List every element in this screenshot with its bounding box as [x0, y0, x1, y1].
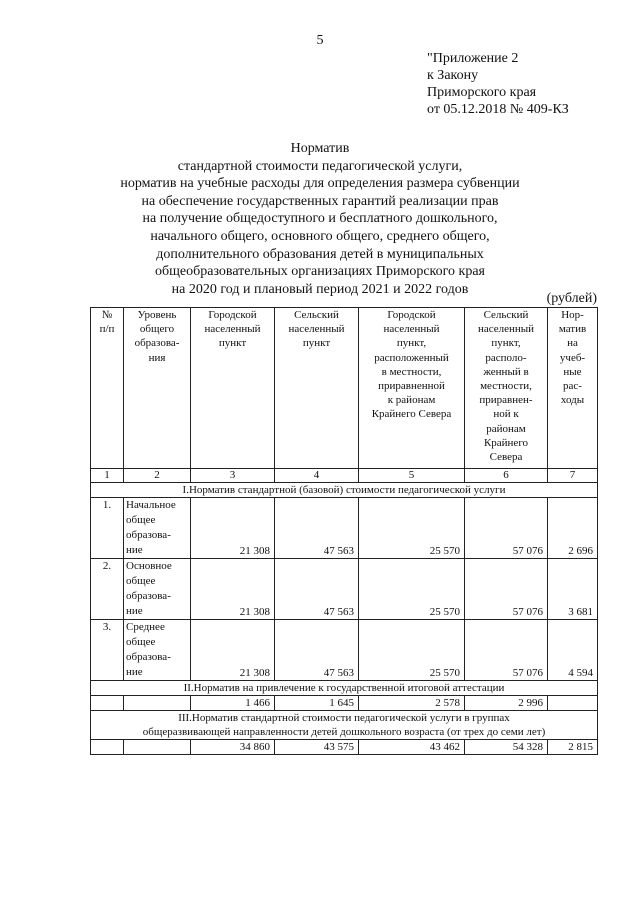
cell-line: населенный — [204, 323, 261, 336]
value-study-costs: 4 594 — [548, 620, 598, 681]
education-level — [124, 620, 191, 681]
education-level — [124, 559, 191, 620]
cell-line: пункт, — [491, 337, 521, 350]
cell-line: образова- — [134, 337, 180, 350]
column-number: 7 — [548, 469, 598, 483]
cell-line: Среднее — [126, 621, 165, 633]
value-rural: 43 575 — [275, 740, 359, 755]
value-urban-north: 43 462 — [359, 740, 465, 755]
cell-line: общего — [139, 323, 175, 336]
column-number: 1 — [91, 469, 124, 483]
value-study-costs: 3 681 — [548, 559, 598, 620]
cell-line: ходы — [560, 394, 585, 407]
unit-label: (рублей) — [546, 291, 597, 306]
column-number: 4 — [275, 469, 359, 483]
header-education-level — [124, 308, 191, 469]
empty-cell — [548, 696, 598, 711]
table-row — [91, 620, 598, 681]
cell-line: пункт — [302, 337, 331, 350]
cell-line: Сельский — [483, 309, 529, 321]
column-numbers-row — [91, 469, 598, 483]
education-level — [124, 498, 191, 559]
cell-line: пункт — [218, 337, 247, 350]
cell-line: населенный — [288, 323, 345, 336]
value-rural: 1 645 — [275, 696, 359, 711]
value-urban: 21 308 — [191, 498, 275, 559]
cell-line: районам — [486, 422, 526, 435]
cell-line: в местности, — [381, 365, 442, 378]
cell-line: Крайнего — [483, 436, 529, 449]
value-urban: 21 308 — [191, 620, 275, 681]
title-line: начального общего, основного общего, среднего общего, — [150, 228, 490, 244]
normative-table — [90, 307, 598, 755]
value-rural: 47 563 — [275, 559, 359, 620]
cell-line: Севера — [489, 451, 523, 464]
appendix-header — [427, 50, 569, 118]
cell-line: Основное — [126, 560, 172, 572]
cell-line: расположенный — [374, 351, 449, 364]
title-line: общеобразовательных организациях Приморского края — [154, 264, 485, 280]
value-rural: 47 563 — [275, 498, 359, 559]
cell-line: располо- — [485, 351, 527, 364]
section-title-line: III.Норматив стандартной стоимости педагогической услуги в группах — [178, 712, 510, 725]
cell-line: Сельский — [294, 309, 339, 321]
cell-line: рас- — [563, 380, 582, 393]
cell-line: пункт, — [396, 337, 427, 350]
header-index — [91, 308, 124, 469]
cell-line: образова- — [126, 651, 171, 663]
cell-line: на — [567, 337, 578, 350]
value-study-costs: 2 696 — [548, 498, 598, 559]
value-urban-north: 2 578 — [359, 696, 465, 711]
column-number: 3 — [191, 469, 275, 483]
column-number: 2 — [124, 469, 191, 483]
cell-line: ние — [126, 544, 143, 556]
table-row — [91, 498, 598, 559]
empty-cell — [91, 740, 124, 755]
cell-line: Крайнего Севера — [371, 408, 452, 421]
section-row — [91, 483, 598, 498]
title-line: на получение общедоступного и бесплатного дошкольного, — [142, 211, 498, 227]
section-title: I.Норматив стандартной (базовой) стоимости педагогической услуги — [91, 483, 598, 498]
column-number: 5 — [359, 469, 465, 483]
value-urban: 21 308 — [191, 559, 275, 620]
header-urban — [191, 308, 275, 469]
table-row — [91, 559, 598, 620]
cell-line: ние — [126, 666, 143, 678]
section-title: II.Норматив на привлечение к государственной итоговой аттестации — [91, 681, 598, 696]
cell-line: населенный — [383, 323, 440, 336]
value-urban: 34 860 — [191, 740, 275, 755]
title-line: норматив на учебные расходы для определения размера субвенции — [120, 176, 520, 192]
header-urban-north — [359, 308, 465, 469]
cell-line: ные — [563, 365, 582, 378]
value-urban-north: 25 570 — [359, 620, 465, 681]
table-header-row — [91, 308, 598, 469]
section-title — [91, 711, 598, 740]
cell-line: Городской — [387, 309, 436, 321]
appendix-line: "Приложение 2 — [427, 51, 519, 66]
cell-line: общее — [126, 575, 156, 587]
empty-cell — [124, 696, 191, 711]
header-study-costs — [548, 308, 598, 469]
cell-line: Нор- — [561, 309, 584, 321]
cell-line: к районам — [387, 394, 436, 407]
header-rural-north — [465, 308, 548, 469]
cell-line: общее — [126, 636, 156, 648]
document-title — [80, 140, 560, 298]
cell-line: Уровень — [137, 309, 177, 321]
title-line: стандартной стоимости педагогической услуги, — [177, 158, 463, 174]
cell-line: приравнен- — [479, 394, 533, 407]
cell-line: Начальное — [126, 499, 176, 511]
value-rural: 47 563 — [275, 620, 359, 681]
table-row — [91, 740, 598, 755]
title-line: дополнительного образования детей в муниципальных — [156, 246, 484, 262]
row-index: 3. — [91, 620, 124, 681]
cell-line: приравненной — [378, 380, 445, 393]
appendix-line: к Закону — [427, 68, 479, 83]
cell-line: образова- — [126, 590, 171, 602]
title-line: на 2020 год и плановый период 2021 и 2022 годов — [171, 281, 469, 297]
value-study-costs: 2 815 — [548, 740, 598, 755]
cell-line: женный в — [483, 365, 529, 378]
section-row — [91, 681, 598, 696]
title-line: Норматив — [290, 141, 350, 156]
section-title-line: общеразвивающей направленности детей дошкольного возраста (от трех до семи лет) — [142, 726, 546, 739]
cell-line: матив — [558, 323, 587, 336]
cell-line: ния — [148, 351, 166, 364]
column-number: 6 — [465, 469, 548, 483]
value-rural-north: 57 076 — [465, 559, 548, 620]
cell-line: Городской — [208, 309, 257, 321]
section-row — [91, 711, 598, 740]
appendix-line: от 05.12.2018 № 409-КЗ — [427, 102, 569, 117]
value-urban-north: 25 570 — [359, 559, 465, 620]
cell-line: п/п — [99, 323, 115, 336]
value-urban-north: 25 570 — [359, 498, 465, 559]
value-rural-north: 54 328 — [465, 740, 548, 755]
table-row — [91, 696, 598, 711]
cell-line: образова- — [126, 529, 171, 541]
empty-cell — [91, 696, 124, 711]
page-number: 5 — [316, 33, 324, 48]
value-rural-north: 2 996 — [465, 696, 548, 711]
cell-line: местности, — [480, 380, 532, 393]
cell-line: населенный — [477, 323, 535, 336]
row-index: 2. — [91, 559, 124, 620]
row-index: 1. — [91, 498, 124, 559]
cell-line: учеб- — [559, 351, 586, 364]
header-rural — [275, 308, 359, 469]
cell-line: общее — [126, 514, 156, 526]
value-urban: 1 466 — [191, 696, 275, 711]
cell-line: ние — [126, 605, 143, 617]
title-line: на обеспечение государственных гарантий реализации прав — [141, 193, 499, 209]
value-rural-north: 57 076 — [465, 498, 548, 559]
appendix-line: Приморского края — [427, 85, 537, 100]
empty-cell — [124, 740, 191, 755]
value-rural-north: 57 076 — [465, 620, 548, 681]
cell-line: № — [101, 309, 113, 321]
cell-line: ной к — [493, 408, 519, 421]
